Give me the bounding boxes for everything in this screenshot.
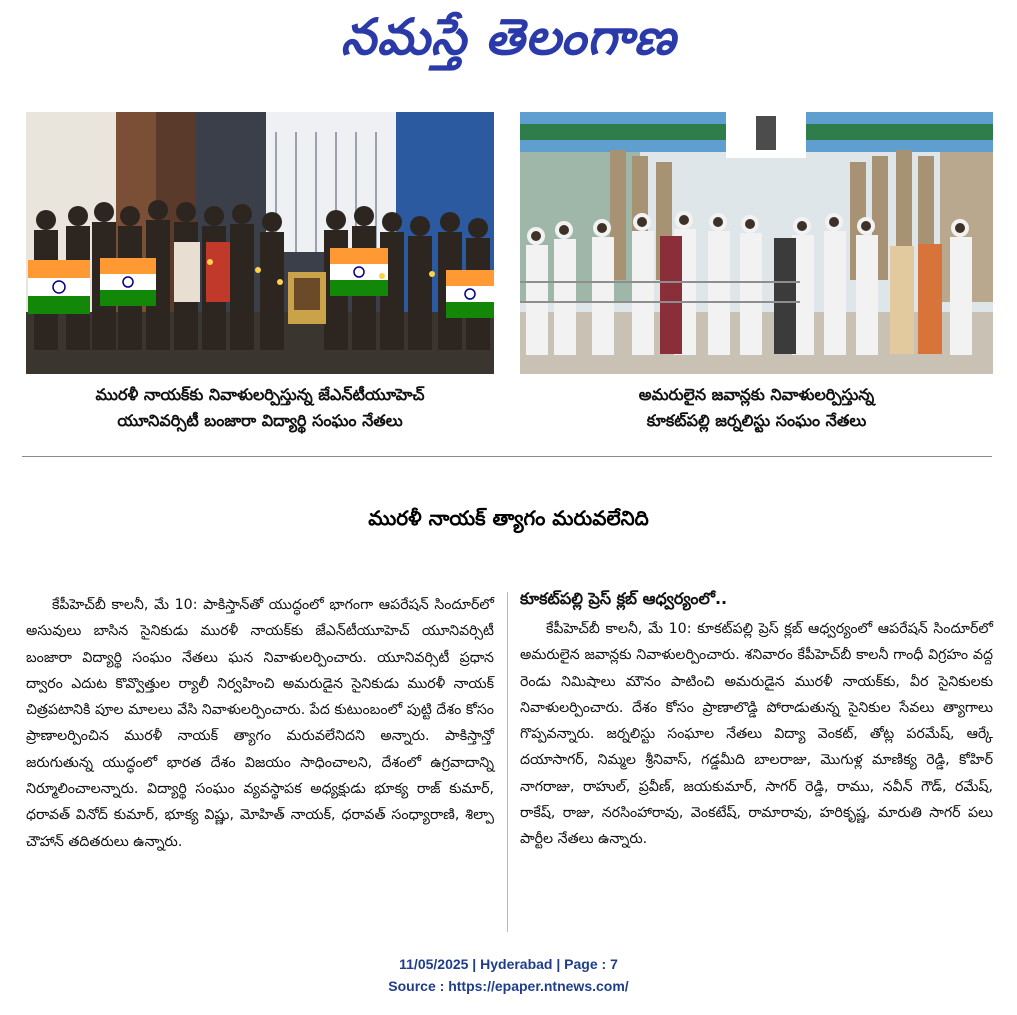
photo-candle-tribute-image xyxy=(26,112,494,374)
photo-candle-tribute xyxy=(26,112,494,374)
photo-caption-left-line2: యూనివర్సిటీ బంజారా విద్యార్థి సంఘం నేతలు xyxy=(117,411,403,430)
photo-caption-right-line1: అమరులైన జవాన్లకు నివాళులర్పిస్తున్న xyxy=(638,385,875,404)
article-headline: మురళీ నాయక్‌ త్యాగం మరువలేనిది xyxy=(368,506,649,530)
photo-caption-right-line2: కూకట్‌పల్లి జర్నలిస్టు సంఘం నేతలు xyxy=(646,411,867,430)
photo-caption-left-line1: మురళీ నాయక్‌కు నివాళులర్పిస్తున్న జేఎన్‌టీయూహెచ్‌ xyxy=(95,385,425,404)
masthead-title: నమస్తే తెలంగాణ xyxy=(340,7,677,66)
footer-date-edition: 11/05/2025 | Hyderabad | Page : 7 xyxy=(399,956,618,972)
article-right-body: కేపీహెచ్‌బీ కాలనీ, మే 10: కూకట్‌పల్లి ప్రెస్‌ క్లబ్‌ ఆధ్వర్యంలో ఆపరేషన్‌ సిందూర్‌లో అమరులైన జవాన్లకు నివాళులర్పించారు. శనివారం కేపీహెచ్‌బీ కాలనీ గాంధీ విగ్రహం వద్ద రెండు నిమిషాలు మౌనం పాటించి అమరుడైన మురళీ నాయక్‌కు, వీర సైనికులకు నివాళులర్పించారు. దేశం కోసం ప్రాణాలొడ్డి పోరాడుతున్న సైనికుల సేవలు త్యాగాలు గొప్పవన్నారు. జర్నలిస్టు సంఘాల నేతలు విద్యా వెంకట్‌, తోట్ల పరమేష్‌, ఆర్కే దయాసాగర్‌, నిమ్మల శ్రీనివాస్‌, గడ్డమీది బాలరాజు, మొగుళ్ల మాణిక్య రెడ్డి, కోహిర్‌ నాగరాజు, రాహుల్‌, ప్రవీణ్‌, జయకుమార్‌, సాగర్‌ రెడ్డి, రాము, నవీన్‌ గౌడ్‌, రమేష్‌, రాకేష్‌, రాజు, నరసింహారావు, వెంకటేష్‌, రామారావు, హరికృష్ణ, మారుతి సాగర్‌ పలు పార్టీల నేతలు ఉన్నారు. xyxy=(520,621,993,848)
photo-gandhi-statue-tribute-image xyxy=(520,112,993,374)
masthead xyxy=(0,4,1017,70)
column-divider xyxy=(507,592,508,932)
photo-gandhi-statue-tribute xyxy=(520,112,993,374)
section-divider xyxy=(22,456,992,457)
article-left-column xyxy=(26,592,494,855)
article-right-column xyxy=(520,616,993,853)
photo-caption-right xyxy=(520,382,993,434)
article-right-subhead: కూకట్‌పల్లి ప్రెస్‌ క్లబ్‌ ఆధ్వర్యంలో.. xyxy=(520,589,728,608)
article-left-body: కేపీహెచ్‌బీ కాలనీ, మే 10: పాకిస్తాన్‌తో యుద్ధంలో భాగంగా ఆపరేషన్‌ సిందూర్‌లో అసువులు బాసిన సైనికుడు మురళీ నాయక్‌కు జేఎన్‌టీయూహెచ్‌ యూనివర్సిటీ బంజారా విద్యార్థి సంఘం నేతలు ఘన నివాళులర్పించారు. యూనివర్సిటీ ప్రధాన ద్వారం ఎదుట కొవ్వొత్తుల ర్యాలీ నిర్వహించి అమరుడైన సైనికుడు మురళీ నాయక్‌ చిత్రపటానికి పూల మాలలు వేసి నివాళులర్పించారు. పేద కుటుంబంలో పుట్టి దేశం కోసం ప్రాణాలర్పించిన మురళీ నాయక్‌ త్యాగం మరువలేనిదని అన్నారు. పాకిస్తాన్తో జరుగుతున్న యుద్ధంలో భారత దేశం విజయం సాధించాలని, దేశంలో ఉగ్రవాదాన్ని నిర్మూలించాలన్నారు. విద్యార్థి సంఘం వ్యవస్థాపక అధ్యక్షుడు భూక్య రాజ్‌ కుమార్‌, ధరావత్‌ వినోద్‌ కుమార్‌, భూక్య విష్ణు, మోహిత్‌ నాయక్‌, ధరావత్‌ సంధ్యారాణి, శిల్పా చౌహాన్‌ తదితరులు ఉన్నారు. xyxy=(26,597,494,850)
footer-source-link[interactable]: Source : https://epaper.ntnews.com/ xyxy=(388,978,629,994)
photo-caption-left xyxy=(26,382,494,434)
